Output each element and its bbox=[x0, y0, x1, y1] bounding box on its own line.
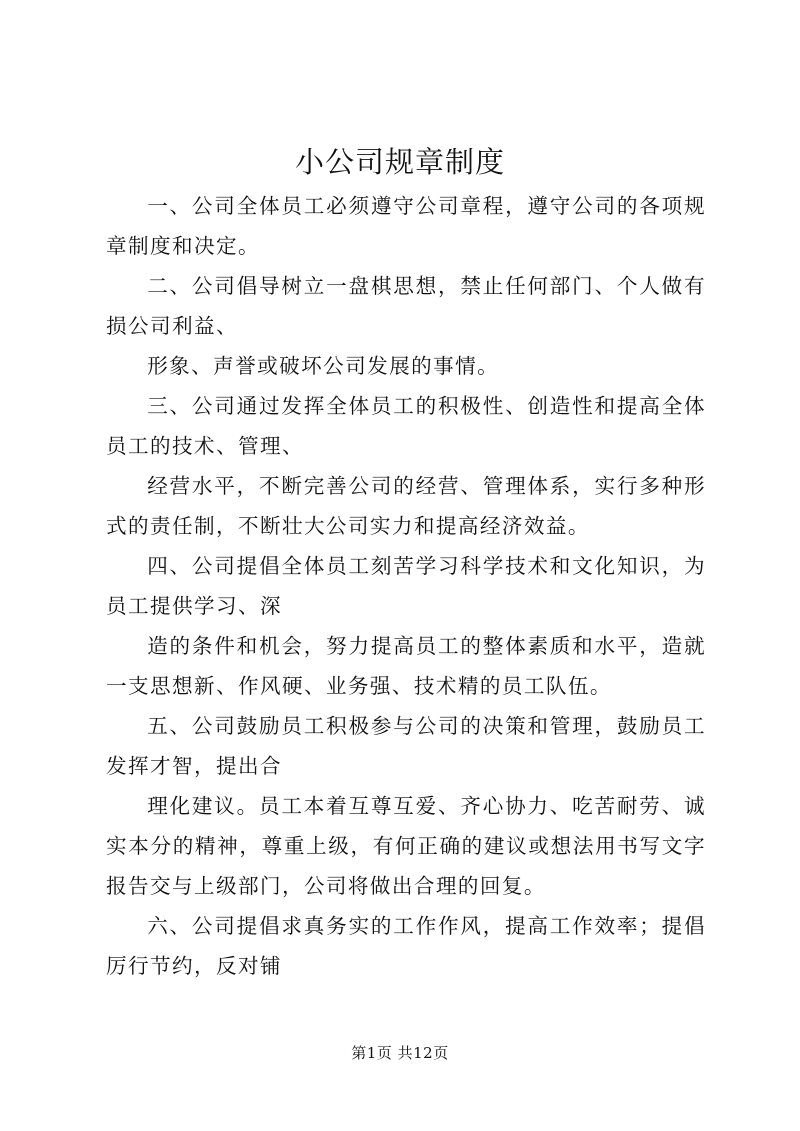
paragraph-3: 三、公司通过发挥全体员工的积极性、创造性和提高全体员工的技术、管理、 bbox=[106, 394, 706, 458]
paragraph-1: 一、公司全体员工必须遵守公司章程，遵守公司的各项规章制度和决定。 bbox=[106, 194, 706, 258]
paragraph-3-continued: 经营水平，不断完善公司的经营、管理体系，实行多种形式的责任制，不断壮大公司实力和提高经济效益。 bbox=[106, 474, 706, 538]
paragraph-2-continued: 形象、声誉或破坏公司发展的事情。 bbox=[147, 354, 500, 378]
paragraph-2: 二、公司倡导树立一盘棋思想，禁止任何部门、个人做有损公司利益、 bbox=[106, 274, 706, 338]
paragraph-6: 六、公司提倡求真务实的工作作风，提高工作效率；提倡厉行节约，反对铺 bbox=[106, 914, 706, 978]
document-title: 小公司规章制度 bbox=[294, 145, 505, 179]
paragraph-4-continued: 造的条件和机会，努力提高员工的整体素质和水平，造就一支思想新、作风硬、业务强、技术精的员工队伍。 bbox=[106, 634, 706, 698]
paragraph-5: 五、公司鼓励员工积极参与公司的决策和管理，鼓励员工发挥才智，提出合 bbox=[106, 714, 706, 778]
page-number-footer: 第1页 共12页 bbox=[351, 1044, 449, 1062]
paragraph-4: 四、公司提倡全体员工刻苦学习科学技术和文化知识，为员工提供学习、深 bbox=[106, 554, 706, 618]
paragraph-5-continued: 理化建议。员工本着互尊互爱、齐心协力、吃苦耐劳、诚实本分的精神，尊重上级，有何正确的建议或想法用书写文字报告交与上级部门，公司将做出合理的回复。 bbox=[106, 794, 706, 898]
document-body bbox=[106, 186, 706, 986]
